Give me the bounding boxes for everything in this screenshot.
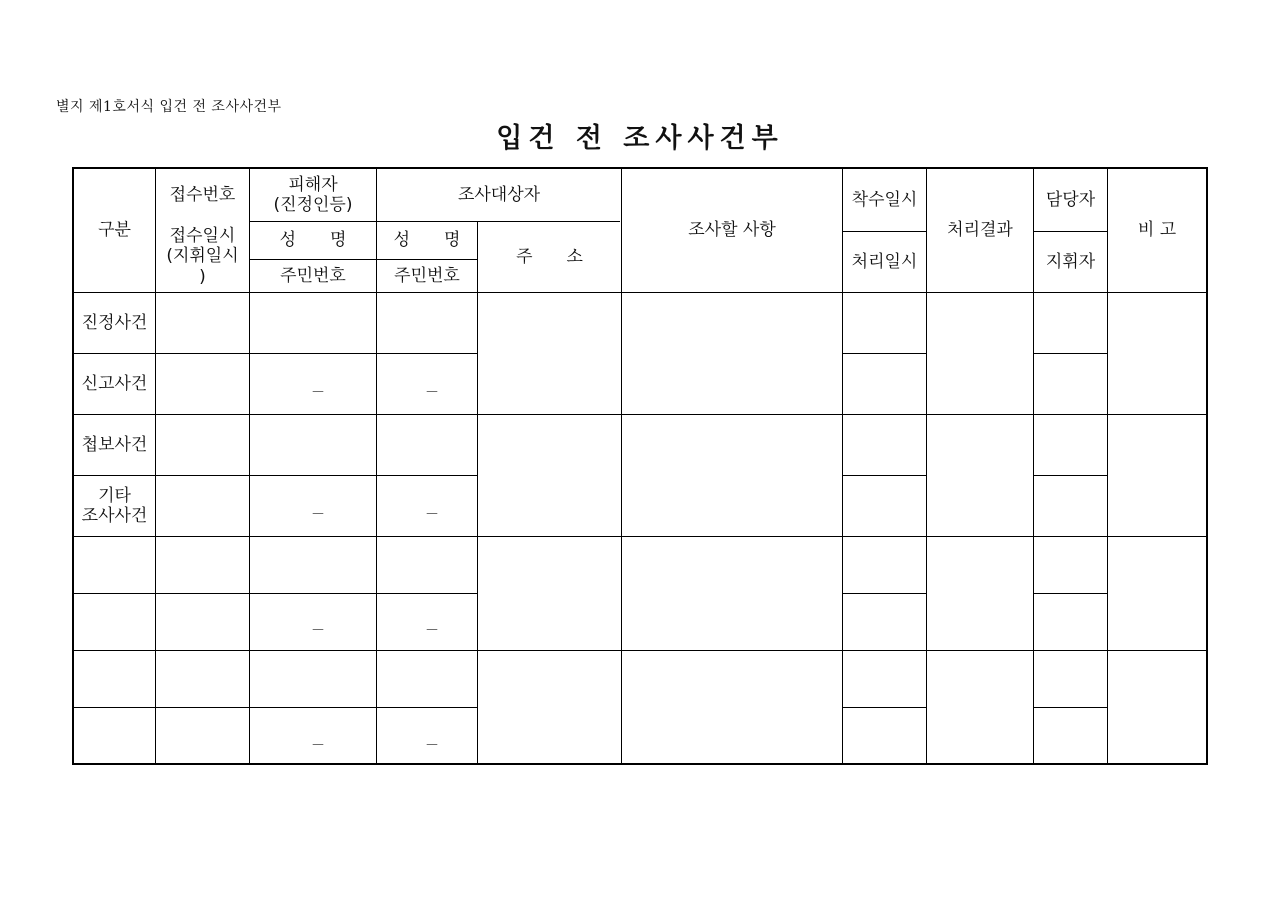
row-label-petition: 진정사건 [81,312,148,333]
grid-line [1034,707,1108,708]
header-commander: 지휘자 [1045,251,1096,272]
header-result: 처리결과 [947,220,1013,241]
grid-line [477,221,478,763]
page-title: 입건 전 조사사건부 [496,123,784,154]
header-address: 주 소 [516,246,583,267]
grid-line [74,536,1206,537]
header-start-date: 착수일시 [851,189,918,210]
header-receipt-date: 접수일시 (지휘일시 ) [166,225,239,287]
header-officer: 담당자 [1045,189,1096,210]
grid-line [843,475,927,476]
id-dash: － [425,738,439,754]
header-victim-name: 성 명 [279,230,347,251]
id-dash: － [425,623,439,639]
grid-line [74,292,1206,293]
id-dash: － [311,507,325,523]
header-remarks: 비 고 [1137,220,1177,241]
header-subject: 조사대상자 [457,184,541,205]
header-end-date: 처리일시 [851,251,918,272]
grid-line [843,353,927,354]
id-dash: － [311,738,325,754]
grid-line [74,707,478,708]
row-label-intelligence: 첩보사건 [81,434,148,455]
row-label-other: 기타 조사사건 [81,485,148,526]
id-dash: － [425,385,439,401]
case-register-table [72,167,1208,765]
grid-line [74,650,1206,651]
header-subject-id: 주민번호 [394,265,460,286]
id-dash: － [311,623,325,639]
header-category: 구분 [98,220,131,241]
form-number-label: 별지 제1호서식 입건 전 조사사건부 [56,99,282,115]
header-subject-name: 성 명 [393,230,461,251]
grid-line [843,707,927,708]
header-receipt-number: 접수번호 [169,184,236,205]
id-dash: － [311,385,325,401]
grid-line [74,593,478,594]
grid-line [1034,353,1108,354]
id-dash: － [425,507,439,523]
grid-line [74,414,1206,415]
header-victim-id: 주민번호 [280,265,346,286]
header-victim: 피해자 (진정인등) [273,174,353,215]
header-investigation-matters: 조사할 사항 [688,220,776,241]
grid-line [1034,475,1108,476]
row-label-report: 신고사건 [81,373,148,394]
grid-line [1034,593,1108,594]
grid-line [843,593,927,594]
